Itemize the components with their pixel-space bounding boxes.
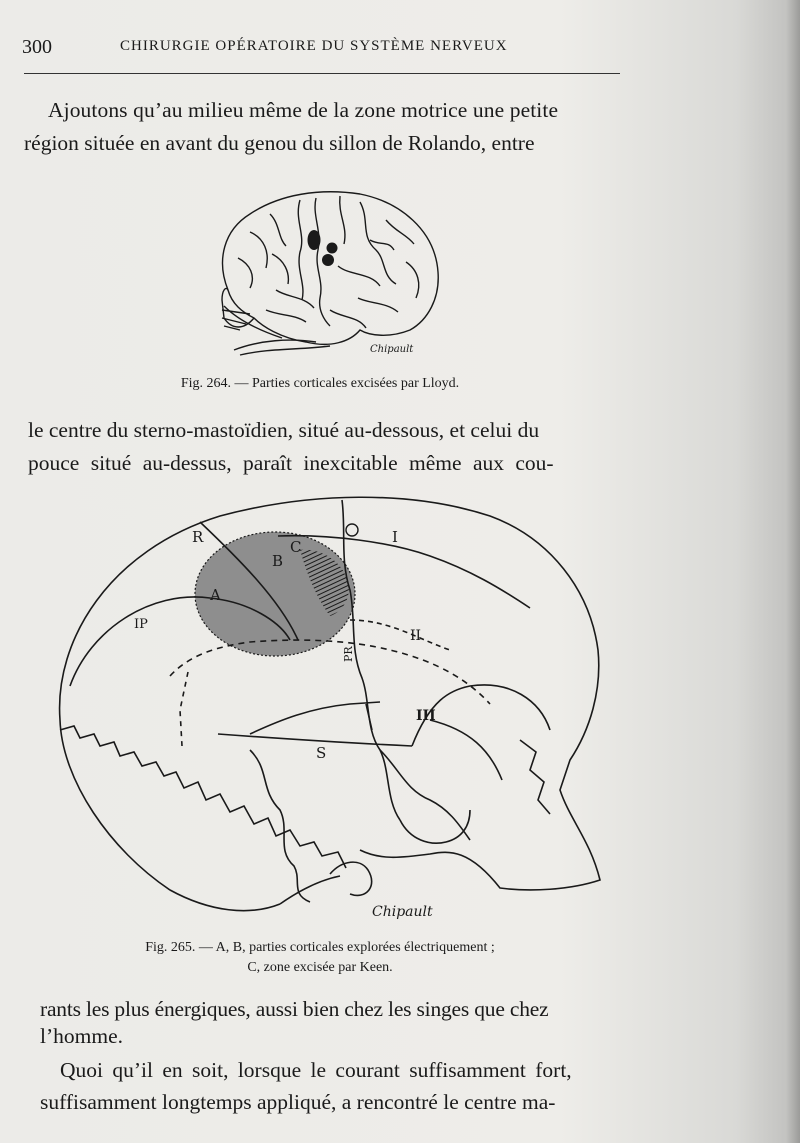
paragraph-2-line-1: le centre du sterno-mastoïdien, situé au-dessous, et celui du — [28, 418, 540, 442]
paragraph-1-line-2: région située en avant du genou du sillon de Rolando, entre — [24, 131, 535, 155]
figure-264-signature: Chipault — [370, 344, 414, 355]
paragraph-4-line-1: Quoi qu’il en soit, lorsque le courant suffisamment fort, — [60, 1058, 572, 1082]
paragraph-4-line-2: suffisamment longtemps appliqué, a rencontré le centre ma- — [40, 1090, 556, 1114]
label-a: A — [210, 586, 221, 604]
header-rule — [24, 73, 620, 74]
running-head: CHIRURGIE OPÉRATOIRE DU SYSTÈME NERVEUX — [120, 38, 508, 54]
figure-265-skull — [50, 490, 620, 935]
label-ip: IP — [134, 617, 148, 632]
paragraph-3-line-2: l’homme. — [40, 1024, 123, 1048]
label-c: C — [290, 538, 302, 556]
label-iii: III — [416, 708, 436, 724]
label-i: I — [392, 528, 398, 546]
figure-264-brain — [210, 180, 450, 370]
figure-265-signature: Chipault — [372, 904, 433, 920]
figure-265-caption-line-1: Fig. 265. — A, B, parties corticales explorées électriquement ; — [145, 940, 495, 955]
figure-264-caption: Fig. 264. — Parties corticales excisées par Lloyd. — [180, 376, 460, 391]
paragraph-1-line-1: Ajoutons qu’au milieu même de la zone motrice une petite — [48, 98, 559, 122]
figure-265-caption-line-2: C, zone excisée par Keen. — [247, 960, 393, 975]
paragraph-2-line-2: pouce situé au-dessus, paraît inexcitable même aux cou- — [28, 451, 554, 475]
label-s: S — [316, 744, 327, 762]
label-pr: PR — [342, 646, 355, 662]
label-ii: II — [410, 628, 422, 644]
page-number: 300 — [22, 36, 52, 58]
paragraph-3-line-1: rants les plus énergiques, aussi bien chez les singes que chez — [40, 997, 549, 1021]
label-b: B — [272, 552, 284, 570]
page-edge-shadow — [786, 0, 800, 1143]
label-r: R — [192, 528, 204, 546]
